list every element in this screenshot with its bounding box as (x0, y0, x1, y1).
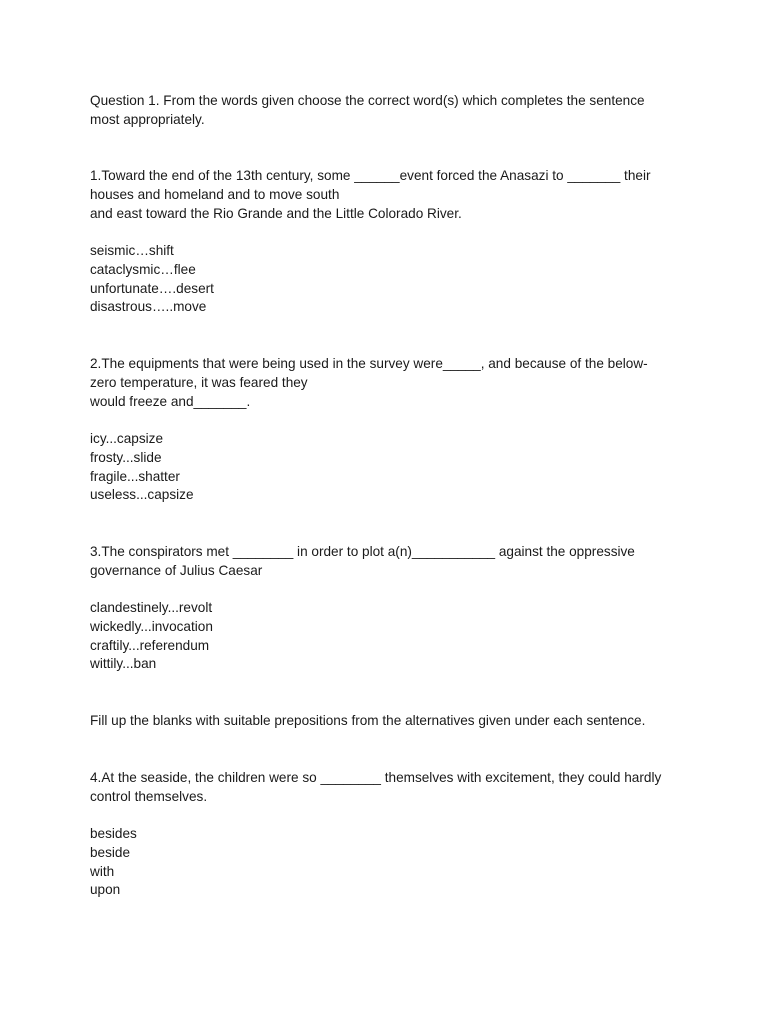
question-heading (90, 92, 690, 130)
question-1-option-a: seismic…shift (90, 243, 174, 258)
question-2-line-2: zero temperature, it was feared they (90, 374, 308, 390)
section-2-instruction (90, 712, 690, 731)
question-3-options (90, 599, 690, 674)
question-2-options (90, 430, 690, 505)
question-1-option-c: unfortunate….desert (90, 280, 214, 296)
question-3-option-d: wittily...ban (90, 656, 157, 672)
question-4-option-b: beside (90, 844, 131, 860)
question-heading-line-1: Question 1. From the words given choose the correct word(s) which completes the sentence (90, 93, 645, 108)
question-1-text (90, 167, 690, 223)
question-2-option-b: frosty...slide (90, 449, 162, 465)
question-3-text (90, 543, 690, 581)
question-1-line-3: and east toward the Rio Grande and the Little Colorado River. (90, 205, 462, 221)
question-4-text (90, 769, 690, 807)
question-heading-line-2: most appropriately. (90, 111, 205, 127)
question-3-option-b: wickedly...invocation (90, 618, 213, 634)
question-2-text (90, 355, 690, 411)
question-4-option-a: besides (90, 826, 137, 841)
question-4-line-2: control themselves. (90, 788, 208, 804)
question-1-line-1: 1.Toward the end of the 13th century, some ______event forced the Anasazi to _______ their (90, 168, 651, 183)
question-2-option-d: useless...capsize (90, 487, 194, 503)
question-2-option-a: icy...capsize (90, 431, 164, 446)
question-3-option-c: craftily...referendum (90, 637, 210, 653)
question-1-option-d: disastrous…..move (90, 299, 207, 315)
question-3-option-a: clandestinely...revolt (90, 600, 213, 615)
question-3-line-1: 3.The conspirators met ________ in order to plot a(n)___________ against the oppressive (90, 544, 635, 559)
question-3-line-2: governance of Julius Caesar (90, 562, 263, 578)
question-4-line-1: 4.At the seaside, the children were so ________ themselves with excitement, they could hardly (90, 770, 662, 785)
question-1-option-b: cataclysmic…flee (90, 261, 196, 277)
question-1-options (90, 242, 690, 317)
question-4-option-d: upon (90, 882, 121, 898)
question-4-option-c: with (90, 863, 115, 879)
question-4-options (90, 825, 690, 900)
question-2-option-c: fragile...shatter (90, 468, 180, 484)
question-1-line-2: houses and homeland and to move south (90, 186, 340, 202)
section-2-instruction-text: Fill up the blanks with suitable prepositions from the alternatives given under each sentence. (90, 713, 646, 728)
question-2-line-3: would freeze and_______. (90, 393, 251, 409)
question-2-line-1: 2.The equipments that were being used in the survey were_____, and because of the below- (90, 356, 648, 371)
